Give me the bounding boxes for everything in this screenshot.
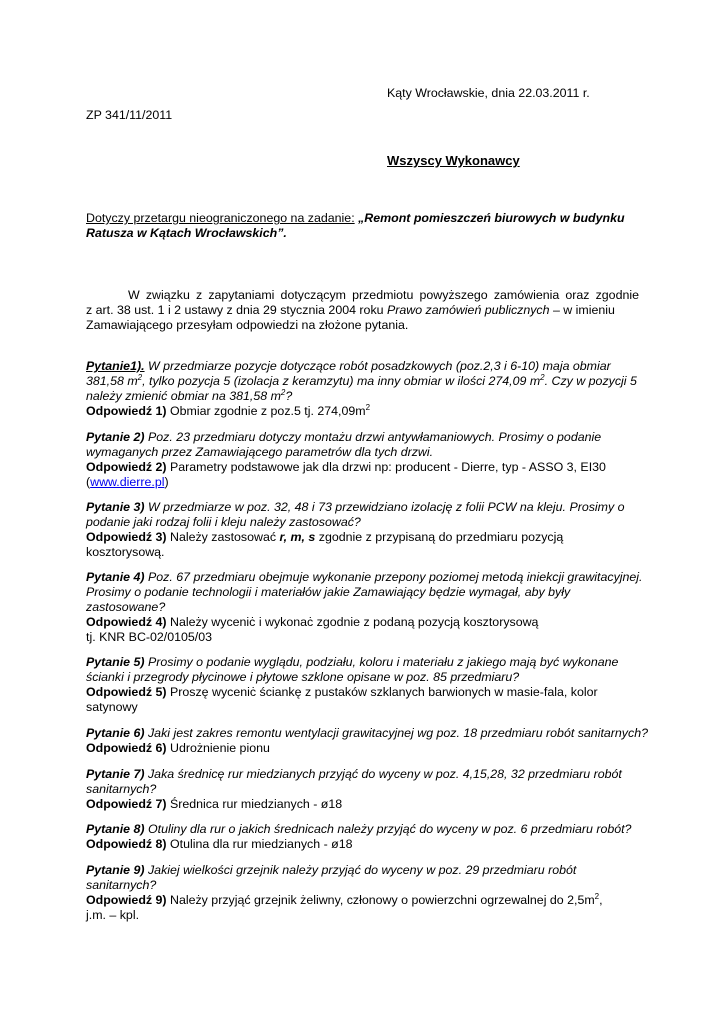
paren-open: ( <box>86 475 91 489</box>
law-title: Prawo zamówień publicznych <box>386 303 550 317</box>
question-1-line-3 <box>86 389 292 404</box>
question-3-label: Pytanie 3) <box>86 500 145 514</box>
question-1-text-2a: 381,58 m <box>86 374 138 388</box>
answer-3-line-1 <box>86 530 563 545</box>
intro-text-1: W związku z zapytaniami dotyczącym przedmiotu powyższego zamówienia oraz zgodnie <box>128 288 639 302</box>
answer-9-text-b: , <box>599 893 603 907</box>
subject-line-2: Ratusza w Kątach Wrocławskich”. <box>86 226 287 240</box>
question-4-line-2: Prosimy o podanie technologii i materiałów jakie Zamawiający będzie wymagał, aby były <box>86 585 571 599</box>
answer-5-text: Proszę wyceniċ ściankę z pustaków szklanych barwionych w masie-fala, kolor <box>166 685 598 699</box>
answer-9-line-1 <box>86 893 603 908</box>
question-7-line-1 <box>86 767 622 782</box>
answer-3-text-c: zgodnie z przypisaną do przedmiaru pozycją <box>315 530 564 544</box>
question-7-line-2: sanitarnych? <box>86 782 157 796</box>
answer-7-label: Odpowiedź 7) <box>86 797 167 811</box>
question-1-text-1: W przedmiarze pozycje dotyczące robót posadzkowych (poz.2,3 i 6-10) maja obmiar <box>144 359 611 373</box>
question-7-text-1: Jaka średnicę rur miedzianych przyjąć do wyceny w poz. 4,15,28, 32 przedmiaru robót <box>144 767 622 781</box>
answer-3-symbols: r, m, s <box>279 530 316 544</box>
question-4-text-1: Poz. 67 przedmiaru obejmuje wykonanie przepony poziomej metodą iniekcji grawitacyjnej. <box>144 570 643 584</box>
question-9-line-1 <box>86 863 576 878</box>
question-6-text-1: Jaki jest zakres remontu wentylacji grawitacyjnej wg poz. 18 przedmiaru robót sanitarnych? <box>144 726 648 740</box>
question-4-label: Pytanie 4) <box>86 570 145 584</box>
question-4-line-1 <box>86 570 643 585</box>
answer-9-text-a: Należy przyjąć grzejnik żeliwny, członowy o powierzchni ogrzewalnej do 2,5m <box>166 893 595 907</box>
question-9-text-1: Jakiej wielkości grzejnik należy przyjąć do wyceny w poz. 29 przedmiaru robót <box>144 863 577 877</box>
answer-3-label: Odpowiedź 3) <box>86 530 167 544</box>
question-1-line-1 <box>86 359 611 374</box>
answer-8-text: Otulina dla rur miedzianych - ø18 <box>166 837 353 851</box>
superscript: 2 <box>594 891 600 901</box>
answer-5-label: Odpowiedź 5) <box>86 685 167 699</box>
reference-number: ZP 341/11/2011 <box>86 108 173 122</box>
question-7-label: Pytanie 7) <box>86 767 145 781</box>
question-6-line-1 <box>86 726 648 741</box>
answer-3-line-2: kosztorysową. <box>86 545 165 559</box>
question-4-line-3: zastosowane? <box>86 600 166 614</box>
answer-1-text: Obmiar zgodnie z poz.5 tj. 274,09m <box>166 404 366 418</box>
question-8-label: Pytanie 8) <box>86 822 145 836</box>
answer-6 <box>86 741 270 756</box>
intro-text-2c: – w imieniu <box>549 303 615 317</box>
answer-4-line-1 <box>86 615 538 630</box>
subject-prefix: Dotyczy przetargu nieograniczonego na zadanie: <box>86 211 355 225</box>
question-2-label: Pytanie 2) <box>86 430 145 444</box>
superscript: 2 <box>137 372 143 382</box>
question-8-line-1 <box>86 822 631 837</box>
question-3-line-2: podanie jaki rodzaj folii i kleju należy zastosować? <box>86 515 361 529</box>
answer-2-text: Parametry podstawowe jak dla drzwi np: producent - Dierre, typ - ASSO 3, EI30 <box>166 460 606 474</box>
question-1-text-3a: należy zmienić obmiar na 381,58 m <box>86 389 281 403</box>
subject-title: „Remont pomieszczeń biurowych w budynku <box>358 211 625 225</box>
answer-4-text: Należy wyceniċ i wykonaċ zgodnie z podaną pozycją kosztorysową <box>166 615 539 629</box>
dierre-link[interactable]: www.dierre.pl <box>90 475 165 489</box>
answer-2-label: Odpowiedź 2) <box>86 460 167 474</box>
question-9-line-2: sanitarnych? <box>86 878 157 892</box>
question-5-text-1: Prosimy o podanie wyglądu, podziału, koloru i materiału z jakiego mają być wykonane <box>144 655 619 669</box>
superscript: 2 <box>540 372 545 382</box>
answer-4-label: Odpowiedź 4) <box>86 615 167 629</box>
question-5-line-2: ścianki i przegrody płycinowe i płytowe szklone opisane w poz. 85 przedmiaru? <box>86 670 520 684</box>
question-1-text-2c: . Czy w pozycji 5 <box>544 374 637 388</box>
question-1-text-2b: , tylko pozycja 5 (izolacja z keramzytu) ma inny obmiar w ilości 274,09 m <box>142 374 541 388</box>
answer-1-label: Odpowiedź 1) <box>86 404 167 418</box>
subject-line-1 <box>86 211 625 226</box>
question-9-label: Pytanie 9) <box>86 863 145 877</box>
intro-line-1 <box>86 288 639 303</box>
answer-9-line-2: j.m. – kpl. <box>86 908 140 922</box>
addressee: Wszyscy Wykonawcy <box>387 153 520 168</box>
question-6-label: Pytanie 6) <box>86 726 145 740</box>
answer-8-label: Odpowiedź 8) <box>86 837 167 851</box>
answer-2-line-1 <box>86 460 606 475</box>
intro-text-2a: z art. 38 ust. 1 i 2 ustawy z dnia 29 stycznia 2004 roku <box>86 303 387 317</box>
answer-1 <box>86 404 370 419</box>
answer-4-line-2: tj. KNR BC-02/0105/03 <box>86 630 213 644</box>
question-2-line-1 <box>86 430 601 445</box>
intro-line-2 <box>86 303 615 318</box>
answer-8 <box>86 837 353 852</box>
question-2-line-2: wymaganych przez Zamawiającego parametrów dla tych drzwi. <box>86 445 434 459</box>
question-3-line-1 <box>86 500 625 515</box>
answer-7-text: Średnica rur miedzianych - ø18 <box>166 797 343 811</box>
answer-6-label: Odpowiedź 6) <box>86 741 167 755</box>
intro-line-3: Zamawiającego przesyłam odpowiedzi na złożone pytania. <box>86 318 409 332</box>
answer-5-line-1 <box>86 685 598 700</box>
question-2-text-1: Poz. 23 przedmiaru dotyczy montażu drzwi antywłamaniowych. Prosimy o podanie <box>144 430 602 444</box>
question-3-text-1: W przedmiarze w poz. 32, 48 i 73 przewidziano izolację z folii PCW na kleju. Prosimy o <box>144 500 625 514</box>
superscript: 2 <box>365 402 371 412</box>
question-1-line-2 <box>86 374 637 389</box>
answer-3-text-a: Należy zastosować <box>166 530 280 544</box>
answer-5-line-2: satynowy <box>86 700 138 714</box>
paren-close: ) <box>164 475 169 489</box>
question-5-label: Pytanie 5) <box>86 655 145 669</box>
question-5-line-1 <box>86 655 618 670</box>
answer-9-label: Odpowiedź 9) <box>86 893 167 907</box>
question-1-label: Pytanie1). <box>86 359 145 373</box>
superscript: 2 <box>280 387 286 397</box>
place-date: Kąty Wrocławskie, dnia 22.03.2011 r. <box>387 86 590 100</box>
question-1-text-3b: ? <box>285 389 293 403</box>
answer-2-line-2 <box>86 475 169 490</box>
answer-6-text: Udrożnienie pionu <box>166 741 270 755</box>
question-8-text-1: Otuliny dla rur o jakich średnicach należy przyjąć do wyceny w poz. 6 przedmiaru robót? <box>144 822 632 836</box>
answer-7 <box>86 797 342 812</box>
